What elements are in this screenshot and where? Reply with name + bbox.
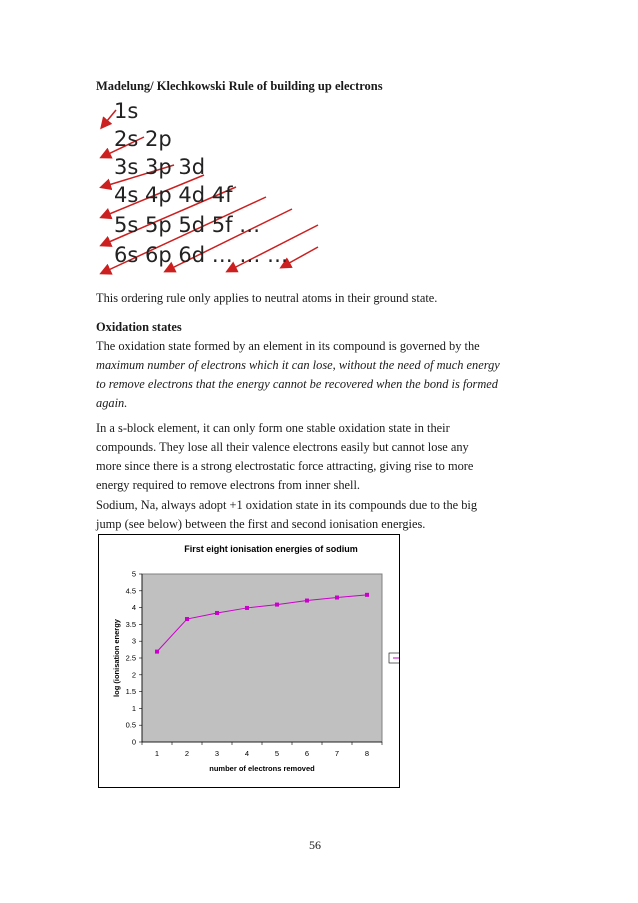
y-tick-label: 5 xyxy=(131,569,136,579)
x-axis-label: number of electrons removed xyxy=(209,764,315,773)
orbital-row-6: 6s 6p 6d … … … xyxy=(114,243,289,267)
oxidation-line-1: The oxidation state formed by an element in its compound is governed by the xyxy=(96,339,480,353)
oxidation-line-2: maximum number of electrons which it can lose, without the need of much energy xyxy=(96,358,500,372)
y-tick-label: 1 xyxy=(131,703,136,713)
chart-title: First eight ionisation energies of sodium xyxy=(184,544,358,554)
x-tick-label: 5 xyxy=(274,749,280,758)
orbital-diagram xyxy=(96,95,336,275)
data-point xyxy=(335,596,339,600)
sodium-paragraph xyxy=(96,496,546,534)
sblock-line-4: energy required to remove electrons from inner shell. xyxy=(96,478,361,492)
data-point xyxy=(155,650,159,654)
x-tick-label: 6 xyxy=(304,749,310,758)
y-tick-label: 3 xyxy=(131,636,136,646)
data-point xyxy=(185,617,189,621)
ionisation-chart xyxy=(98,534,400,788)
x-tick-label: 7 xyxy=(334,749,340,758)
x-tick-label: 2 xyxy=(184,749,190,758)
chart-svg xyxy=(99,535,399,787)
x-tick-label: 8 xyxy=(364,749,370,758)
legend xyxy=(389,653,399,663)
data-point xyxy=(215,611,219,615)
y-tick-label: 4.5 xyxy=(125,586,136,596)
y-tick-label: 0 xyxy=(131,737,136,747)
ground-state-note: This ordering rule only applies to neutral atoms in their ground state. xyxy=(96,291,438,305)
orbital-row-5: 5s 5p 5d 5f … xyxy=(114,213,261,237)
x-tick-label: 4 xyxy=(244,749,250,758)
plot-area xyxy=(142,574,382,742)
y-axis-label: log (ionisation energy xyxy=(112,619,121,697)
orbital-row-3: 3s 3p 3d xyxy=(114,155,206,179)
sodium-line-1: Sodium, Na, always adopt +1 oxidation state in its compounds due to the big xyxy=(96,498,478,512)
oxidation-line-4: again. xyxy=(96,396,128,410)
page-heading: Madelung/ Klechkowski Rule of building up electrons xyxy=(96,79,383,93)
data-point xyxy=(305,599,309,603)
oxidation-section xyxy=(96,318,546,413)
page-number: 56 xyxy=(309,838,321,852)
orbital-row-1: 1s xyxy=(114,99,139,123)
y-tick-label: 4 xyxy=(131,603,136,613)
sblock-line-2: compounds. They lose all their valence electrons easily but cannot lose any xyxy=(96,440,469,454)
y-tick-label: 1.5 xyxy=(125,687,136,697)
data-point xyxy=(245,606,249,610)
oxidation-line-3: to remove electrons that the energy cannot be recovered when the bond is formed xyxy=(96,377,499,391)
sblock-line-1: In a s-block element, it can only form one stable oxidation state in their xyxy=(96,421,450,435)
y-tick-label: 3.5 xyxy=(125,619,136,629)
orbital-row-4: 4s 4p 4d 4f xyxy=(114,183,233,207)
y-tick-label: 2.5 xyxy=(125,653,136,663)
data-point xyxy=(365,593,369,597)
data-point xyxy=(275,603,279,607)
oxidation-title: Oxidation states xyxy=(96,320,182,334)
sblock-line-3: more since there is a strong electrostatic force attracting, giving rise to more xyxy=(96,459,474,473)
x-tick-label: 3 xyxy=(214,749,220,758)
sodium-line-2: jump (see below) between the first and second ionisation energies. xyxy=(96,517,426,531)
y-tick-label: 2 xyxy=(131,670,136,680)
orbital-row-2: 2s 2p xyxy=(114,127,172,151)
y-tick-label: 0.5 xyxy=(125,720,136,730)
sblock-paragraph xyxy=(96,419,546,495)
x-tick-label: 1 xyxy=(154,749,160,758)
